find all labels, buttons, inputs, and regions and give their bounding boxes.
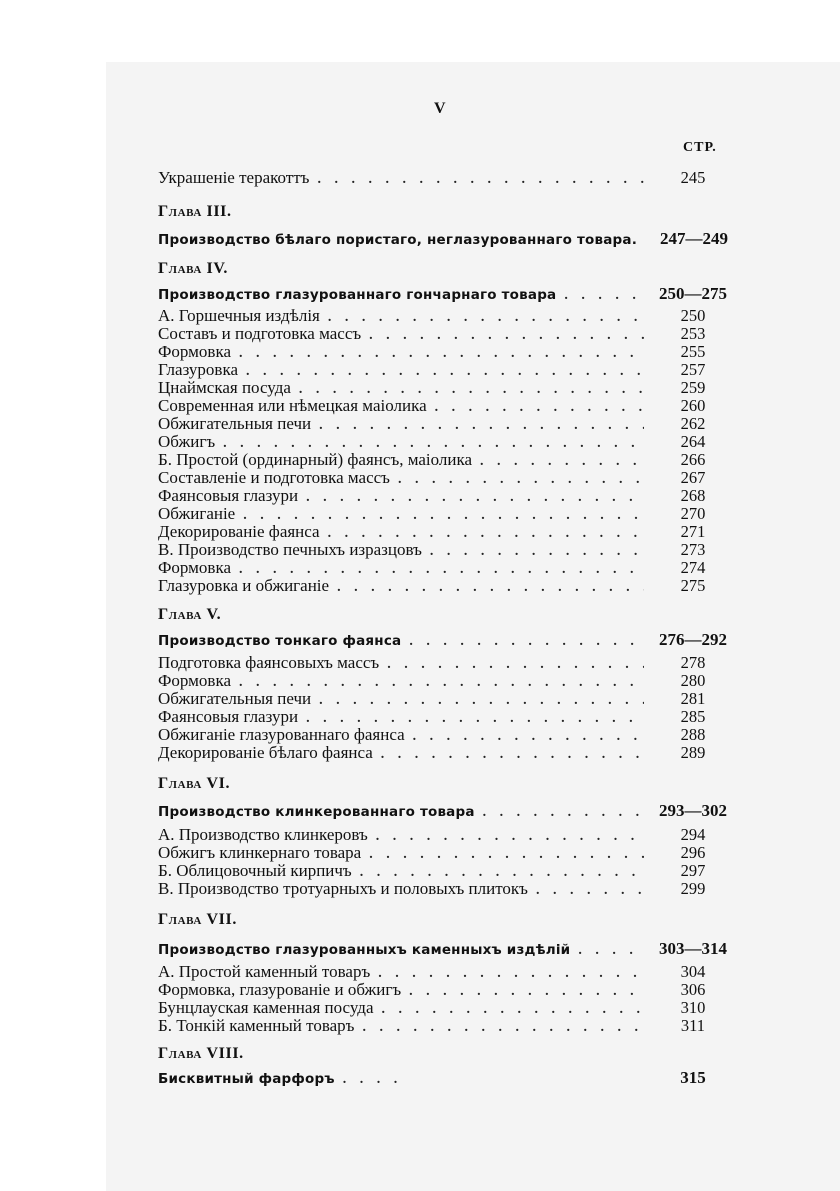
- entry-title: Б. Тонкій каменный товаръ: [158, 1016, 355, 1035]
- entry-title: В. Производство печныхъ изразцовъ: [158, 540, 422, 559]
- toc-entry: [158, 486, 734, 506]
- entry-page: 259: [680, 378, 706, 397]
- chapter-label: Глава V.: [158, 606, 222, 623]
- entry-title: Б. Простой (ординарный) фаянсъ, маіолика: [158, 450, 473, 469]
- toc-entry: [158, 324, 734, 344]
- toc-entry: [158, 879, 734, 899]
- toc-entry: [158, 576, 734, 596]
- toc-entry: [158, 342, 734, 362]
- toc-entry: [158, 540, 734, 560]
- entry-page: 270: [680, 504, 706, 523]
- entry-page: 294: [680, 825, 706, 844]
- chapter-label: Глава VIII.: [158, 1045, 244, 1062]
- entry-title: Обжигъ клинкернаго товара: [158, 843, 362, 862]
- entry-title: А. Производство клинкеровъ: [158, 825, 368, 844]
- chapter-heading: [158, 939, 734, 959]
- entry-page: 255: [680, 342, 706, 361]
- toc-entry: [158, 468, 734, 488]
- chapter-label: Глава III.: [158, 203, 232, 220]
- chapter-label: Глава VI.: [158, 775, 231, 792]
- entry-title: Цнаймская посуда: [158, 378, 291, 397]
- entry-page: 306: [680, 980, 706, 999]
- heading-title: Производство бѣлаго пористаго, неглазурованнаго товара.: [158, 232, 638, 248]
- dot-leader: [578, 943, 644, 959]
- toc-entry: [158, 743, 734, 763]
- heading-pages: 303—314: [659, 939, 727, 958]
- entry-page: 274: [680, 558, 706, 577]
- heading-pages: 293—302: [659, 801, 727, 820]
- dot-leader: [564, 288, 644, 304]
- toc-entry: [158, 396, 734, 416]
- entry-page: 262: [680, 414, 706, 433]
- toc-entry: [158, 504, 734, 524]
- entry-title: В. Производство тротуарныхъ и половыхъ плитокъ: [158, 879, 528, 898]
- entry-title: Формовка, глазурованіе и обжигъ: [158, 980, 402, 999]
- page-folio: V: [434, 100, 446, 117]
- entry-title: Обжигательныя печи: [158, 689, 312, 708]
- entry-page: 288: [680, 725, 706, 744]
- heading-title: Производство тонкаго фаянса: [158, 633, 402, 649]
- toc-entry: [158, 962, 734, 982]
- toc-entry: [158, 432, 734, 452]
- entry-title: Декорированіе фаянса: [158, 522, 320, 541]
- entry-title: Формовка: [158, 342, 232, 361]
- entry-page: 268: [680, 486, 706, 505]
- entry-title: Бунцлауская каменная посуда: [158, 998, 374, 1017]
- entry-page: 296: [680, 843, 706, 862]
- heading-pages: 276—292: [659, 630, 727, 649]
- entry-title: Обжигъ: [158, 432, 216, 451]
- entry-title: Украшеніе теракоттъ: [158, 168, 310, 187]
- toc-entry: [158, 378, 734, 398]
- entry-page: 289: [680, 743, 706, 762]
- entry-page: 297: [680, 861, 706, 880]
- toc-entry: [158, 653, 734, 673]
- chapter-heading: [158, 801, 734, 821]
- entry-page: 245: [680, 168, 706, 187]
- dot-leader: [483, 805, 644, 821]
- entry-page: 273: [680, 540, 706, 559]
- pages-column-label: СТР.: [683, 140, 717, 155]
- entry-page: 260: [680, 396, 706, 415]
- entry-page: 264: [680, 432, 706, 451]
- toc-entry: [158, 360, 734, 380]
- entry-page: 253: [680, 324, 706, 343]
- chapter-label: Глава IV.: [158, 260, 229, 277]
- chapter-heading: [158, 229, 734, 249]
- toc-entry: [158, 980, 734, 1000]
- chapter-heading: [158, 630, 734, 650]
- entry-title: Подготовка фаянсовыхъ массъ: [158, 653, 380, 672]
- toc-entry: [158, 168, 734, 188]
- chapter-label: Глава VII.: [158, 911, 237, 928]
- toc-entry: [158, 825, 734, 845]
- entry-page: 281: [680, 689, 706, 708]
- toc-entry: [158, 414, 734, 434]
- toc-entry: [158, 522, 734, 542]
- dot-leader: [343, 1072, 403, 1088]
- dot-leader: [317, 172, 644, 188]
- toc-entry: [158, 707, 734, 727]
- toc-entry: [158, 558, 734, 578]
- heading-pages: 315: [680, 1068, 706, 1087]
- entry-title: Составъ и подготовка массъ: [158, 324, 362, 343]
- dot-leader: [381, 747, 644, 763]
- heading-title: Производство глазурованныхъ каменныхъ издѣлій: [158, 942, 571, 958]
- entry-page: 311: [680, 1016, 706, 1035]
- entry-page: 250: [680, 306, 706, 325]
- entry-page: 267: [680, 468, 706, 487]
- entry-page: 278: [680, 653, 706, 672]
- toc-entry: [158, 843, 734, 863]
- entry-page: 299: [680, 879, 706, 898]
- toc-entry: [158, 1016, 734, 1036]
- entry-title: Обжиганіе глазурованнаго фаянса: [158, 725, 405, 744]
- entry-page: 280: [680, 671, 706, 690]
- entry-title: Обжиганіе: [158, 504, 236, 523]
- entry-title: Глазуровка и обжиганіе: [158, 576, 330, 595]
- toc-entry: [158, 725, 734, 745]
- entry-title: Глазуровка: [158, 360, 239, 379]
- dot-leader: [409, 634, 644, 650]
- entry-title: Б. Облицовочный кирпичъ: [158, 861, 352, 880]
- entry-title: Декорированіе бѣлаго фаянса: [158, 743, 373, 762]
- entry-title: Современная или нѣмецкая маіолика: [158, 396, 427, 415]
- toc-entry: [158, 306, 734, 326]
- entry-title: Фаянсовыя глазури: [158, 707, 299, 726]
- entry-page: 271: [680, 522, 706, 541]
- entry-page: 275: [680, 576, 706, 595]
- toc-entry: [158, 998, 734, 1018]
- dot-leader: [536, 883, 644, 899]
- dot-leader: [362, 1020, 644, 1036]
- heading-title: Производство клинкерованнаго товара: [158, 804, 475, 820]
- chapter-heading: [158, 284, 734, 304]
- entry-title: А. Простой каменный товаръ: [158, 962, 371, 981]
- dot-leader: [337, 580, 644, 596]
- chapter-heading: [158, 1068, 734, 1088]
- entry-title: Составленіе и подготовка массъ: [158, 468, 390, 487]
- toc-entry: [158, 861, 734, 881]
- entry-title: Фаянсовыя глазури: [158, 486, 299, 505]
- entry-title: Формовка: [158, 671, 232, 690]
- heading-title: Производство глазурованнаго гончарнаго товара: [158, 287, 557, 303]
- entry-page: 285: [680, 707, 706, 726]
- entry-title: А. Горшечныя издѣлія: [158, 306, 320, 325]
- heading-title: Бисквитный фарфоръ: [158, 1071, 335, 1087]
- entry-title: Обжигательныя печи: [158, 414, 312, 433]
- entry-title: Формовка: [158, 558, 232, 577]
- toc-entry: [158, 450, 734, 470]
- toc-entry: [158, 689, 734, 709]
- entry-page: 304: [680, 962, 706, 981]
- heading-pages: 250—275: [659, 284, 727, 303]
- entry-page: 310: [680, 998, 706, 1017]
- entry-page: 266: [680, 450, 706, 469]
- toc-entry: [158, 671, 734, 691]
- heading-pages: 247—249: [660, 229, 729, 248]
- entry-page: 257: [680, 360, 706, 379]
